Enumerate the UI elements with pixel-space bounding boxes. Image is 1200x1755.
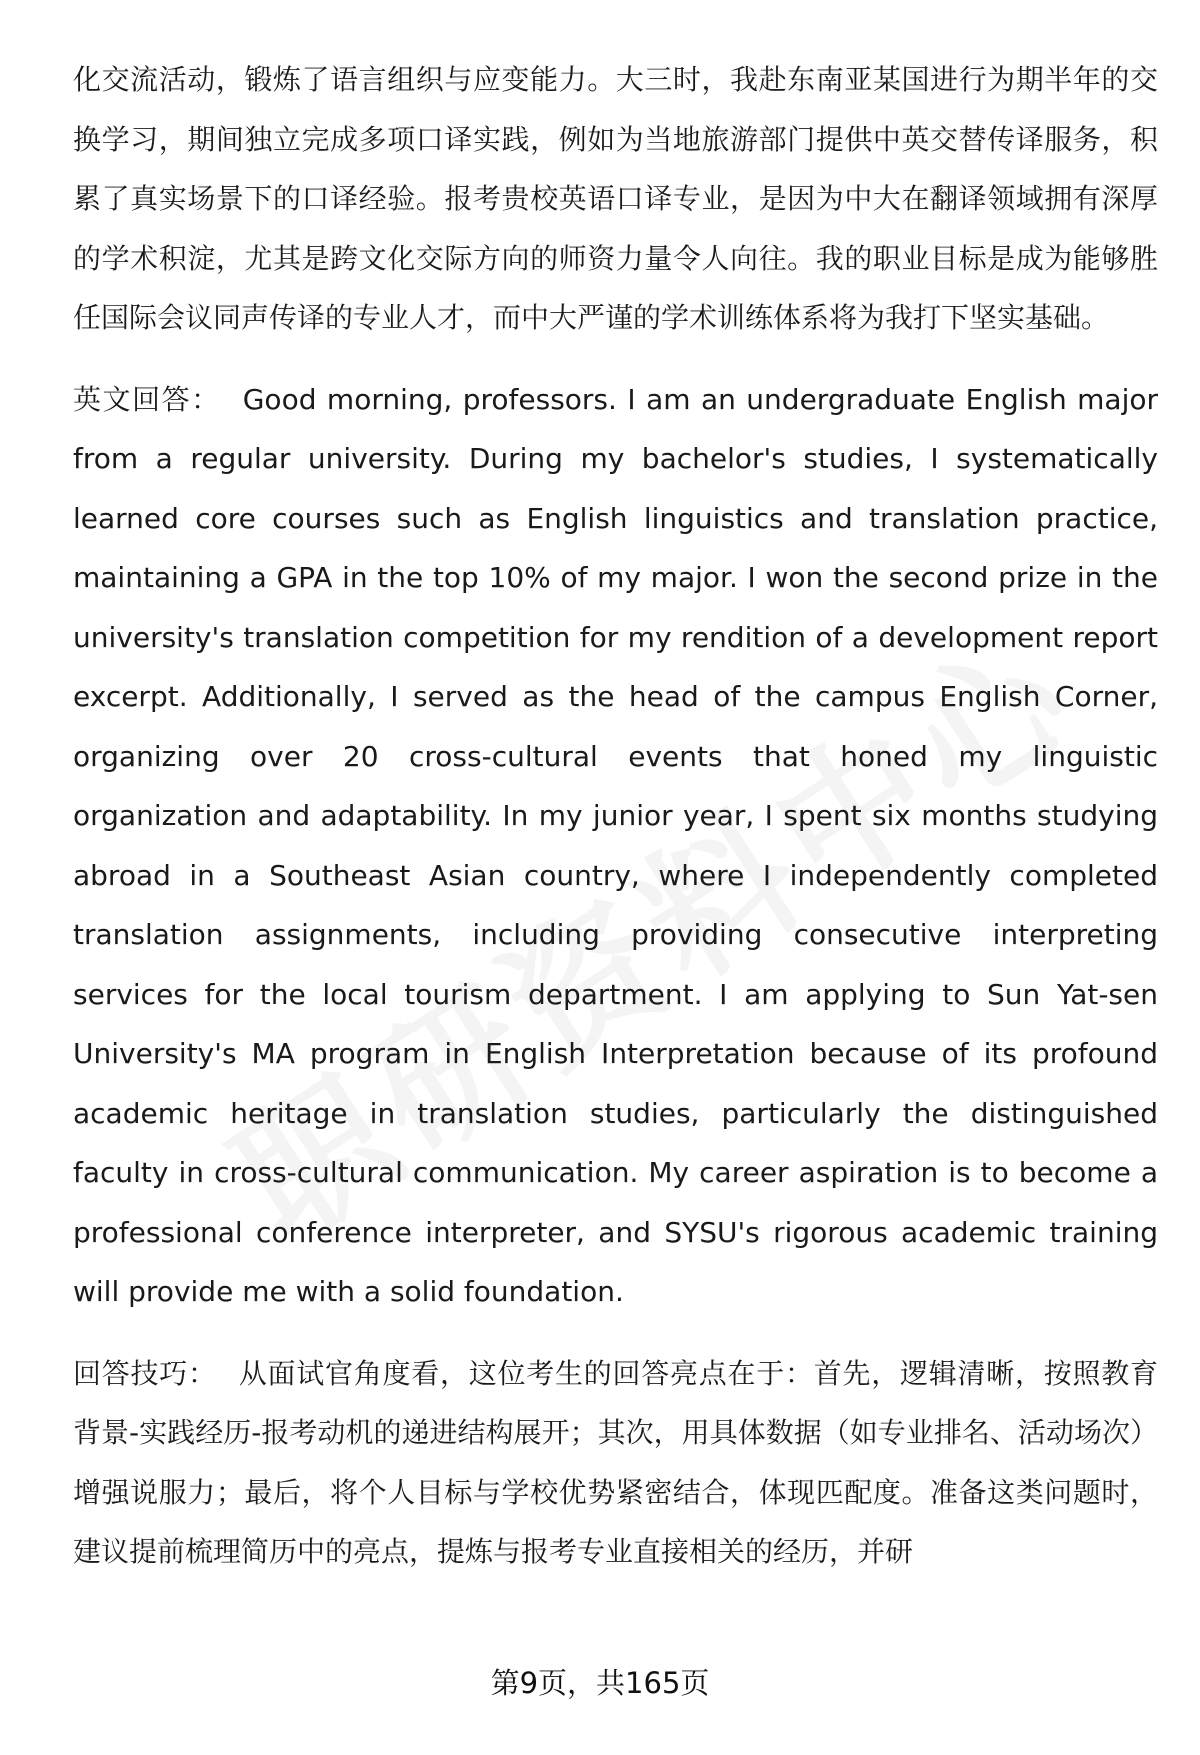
- document-body: [73, 50, 1158, 1582]
- answer-tips-label: 回答技巧：: [73, 1356, 217, 1390]
- english-answer-label: 英文回答：: [73, 382, 221, 416]
- answer-tips-text: 从面试官角度看，这位考生的回答亮点在于：首先，逻辑清晰，按照教育背景-实践经历-报考动机的递进结构展开；其次，用具体数据（如专业排名、活动场次）增强说服力；最后，将个人目标与学校优势紧密结合，体现匹配度。准备这类问题时，建议提前梳理简历中的亮点，提炼与报考专业直接相关的经历，并研: [73, 1356, 1158, 1568]
- paragraph-intro-tail: 化交流活动，锻炼了语言组织与应变能力。大三时，我赴东南亚某国进行为期半年的交换学习，期间独立完成多项口译实践，例如为当地旅游部门提供中英交替传译服务，积累了真实场景下的口译经验。报考贵校英语口译专业，是因为中大在翻译领域拥有深厚的学术积淀，尤其是跨文化交际方向的师资力量令人向往。我的职业目标是成为能够胜任国际会议同声传译的专业人才，而中大严谨的学术训练体系将为我打下坚实基础。: [73, 63, 1158, 334]
- english-answer-text: Good morning, professors. I am an undergraduate English major from a regular university. During my bachelor's studies, I systematically learned core courses such as English linguistics and translation practice, maintaining a GPA in the top 10% of my major. I won the second prize in the university's translation competition for my rendition of a development report excerpt. Additionally, I served as the head of the campus English Corner, organizing over 20 cross-cultural events that honed my linguistic organization and adaptability. In my junior year, I spent six months studying abroad in a Southeast Asian country, where I independently completed translation assignments, including providing consecutive interpreting services for the local tourism department. I am applying to Sun Yat-sen University's MA program in English Interpretation because of its profound academic heritage in translation studies, particularly the distinguished faculty in cross-cultural communication. My career aspiration is to become a professional conference interpreter, and SYSU's rigorous academic training will provide me with a solid foundation.: [73, 382, 1158, 1308]
- paragraph-answer-tips: [73, 1344, 1158, 1582]
- paragraph-english-answer: [73, 370, 1158, 1322]
- page-number-footer: 第9页，共165页: [490, 1666, 710, 1700]
